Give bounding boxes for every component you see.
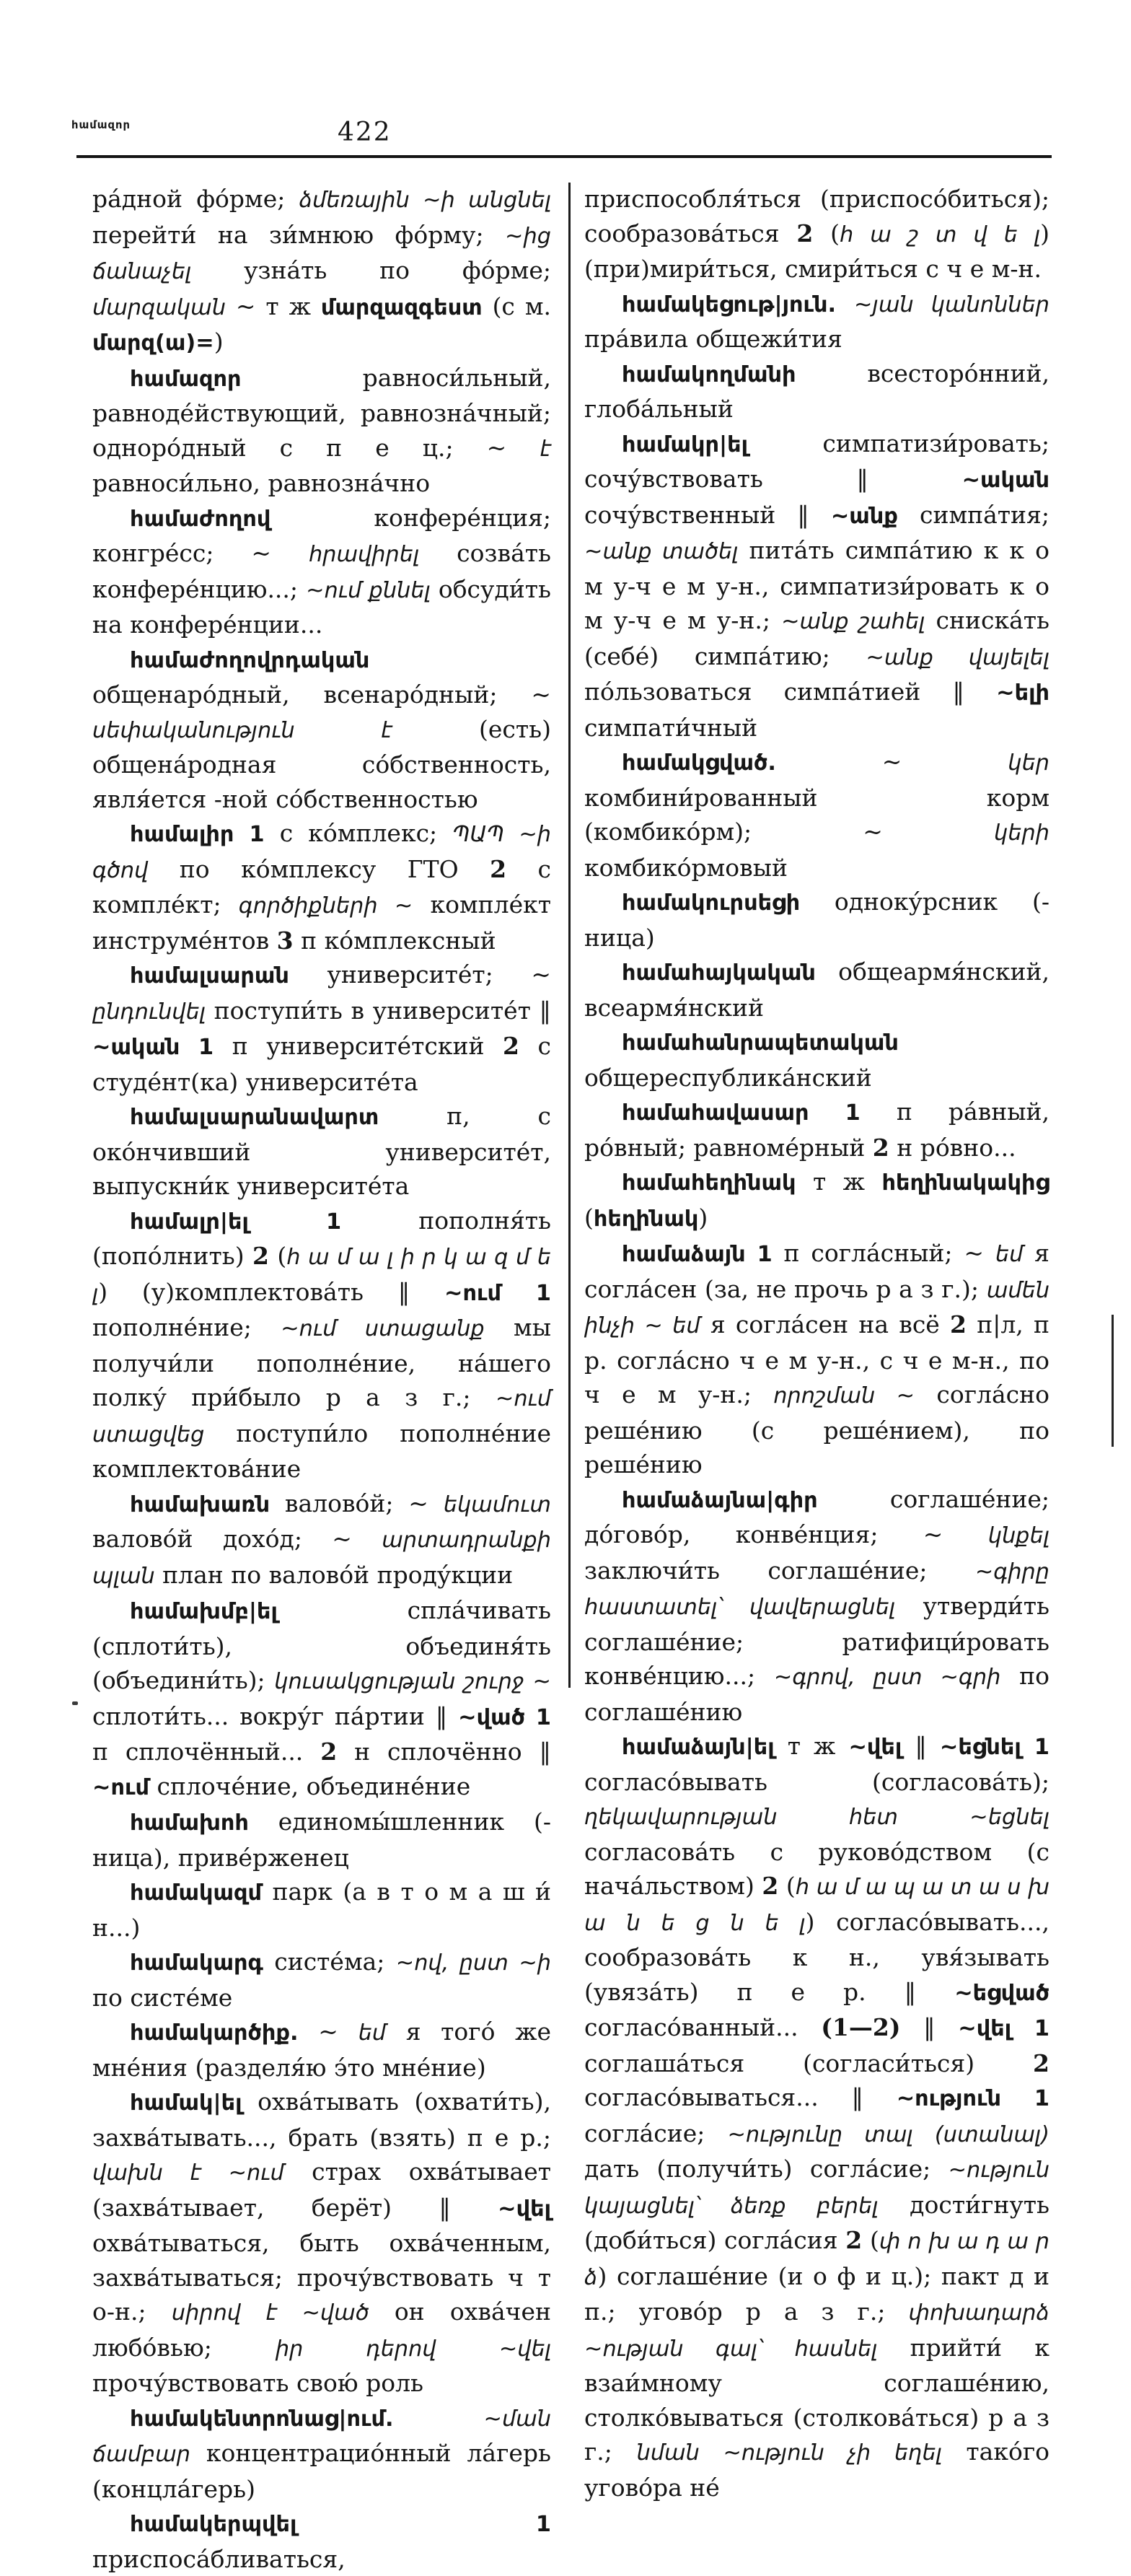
bold-run: ~ելի bbox=[996, 680, 1049, 706]
text-run: поступи́ло пополне́ние комплектова́ние bbox=[92, 1419, 551, 1483]
armenian-example-run: ~ում ստացանք bbox=[281, 1316, 485, 1341]
scan-edge-artifact bbox=[1112, 1315, 1114, 1447]
text-run: концентрацио́нный ла́герь (концла́герь) bbox=[92, 2439, 551, 2503]
text-run: мы получи́ли пополне́ние, на́шего полку́ при́было р а з г.; bbox=[92, 1313, 551, 1411]
text-run: ‖ bbox=[902, 1732, 940, 1760]
dictionary-entry bbox=[584, 1236, 1049, 1482]
text-run: обсуди́ть на конфере́нции... bbox=[92, 574, 551, 639]
text-run: я того́ же мне́ния (разделя́ю э́то мне́ние) bbox=[92, 2018, 551, 2082]
text-run bbox=[836, 289, 854, 317]
text-run: охва́тывать (охвати́ть), захва́тывать..., брать (взять) п е р.; bbox=[92, 2087, 551, 2152]
text-run: т ж bbox=[774, 1732, 849, 1760]
armenian-example-run: է bbox=[540, 436, 551, 462]
armenian-example-run: ՊԱՊ ~ի գծով bbox=[92, 822, 552, 883]
text-run: парк (а в т о м а ш и́ н...) bbox=[92, 1878, 551, 1942]
text-run: перейти́ на зи́мнюю фо́рму; bbox=[92, 220, 506, 249]
text-run: п ра́вный, ро́вный; равноме́рный bbox=[584, 1098, 1049, 1162]
text-run: сочу́вственный ‖ bbox=[584, 500, 831, 529]
bold-run: ~ական bbox=[961, 468, 1049, 493]
dictionary-entry bbox=[92, 2015, 551, 2085]
header-page-number: 422 bbox=[338, 118, 392, 147]
armenian-example-run: հ ա շ տ վ ե լ bbox=[840, 222, 1041, 247]
text-run: общеармя́нский, всеармя́нский bbox=[584, 958, 1049, 1022]
entry-headword: համահեղինակ bbox=[622, 1170, 796, 1196]
text-run: тако́го угово́ра не́ bbox=[584, 2437, 1049, 2502]
dictionary-entry bbox=[584, 356, 1049, 426]
text-run: общереспублика́нский bbox=[584, 1063, 872, 1092]
armenian-example-run: եկամուտ bbox=[443, 1491, 551, 1517]
text-run: согласо́вываться... ‖ bbox=[584, 2083, 897, 2111]
right-column bbox=[584, 182, 1049, 2505]
text-run: п сплочённый... bbox=[92, 1738, 321, 1766]
text-run: страх охва́тывает (захва́тывает, берёт) ‖ bbox=[92, 2157, 551, 2222]
armenian-example-run: ձմեռային ~ի անցնել bbox=[299, 188, 551, 213]
dictionary-entry bbox=[92, 2085, 551, 2401]
text-run: университе́т; ~ bbox=[289, 960, 551, 989]
text-run: ( bbox=[584, 1203, 594, 1232]
text-run: равноси́льный, равноде́йствующий, равнозна́чный; одноро́дный с п е ц.; ~ bbox=[92, 363, 551, 462]
dictionary-entry bbox=[92, 501, 551, 642]
armenian-example-run: կուսակցության շուրջ ~ bbox=[274, 1669, 551, 1694]
dictionary-entry bbox=[92, 958, 551, 1099]
armenian-example-run: ընդունվել bbox=[92, 999, 206, 1025]
dictionary-entry bbox=[584, 1729, 1049, 2505]
armenian-example-run: ~ում քննել bbox=[306, 577, 431, 603]
dictionary-entry bbox=[584, 1095, 1049, 1165]
entry-headword: համաժողովրդական bbox=[130, 647, 370, 673]
entry-headword: համաձայն 1 bbox=[622, 1242, 773, 1267]
header-rule bbox=[76, 155, 1052, 158]
text-run: п, с око́нчивший университе́т, выпускни́к университе́та bbox=[92, 1102, 551, 1200]
entry-headword: համակերպվել 1 bbox=[130, 2512, 551, 2537]
text-run: ( bbox=[269, 1242, 287, 1270]
text-run: сниска́ть (себе́) симпа́тию; bbox=[584, 606, 1049, 670]
text-run: поступи́ть в университе́т ‖ bbox=[206, 996, 551, 1025]
armenian-example-run: ղեկավարության հետ ~եցնել bbox=[584, 1805, 1049, 1830]
armenian-example-run: կնքել bbox=[987, 1523, 1049, 1548]
bold-run: ~անք bbox=[830, 503, 898, 529]
text-run: ) (при)мири́ться, смири́ться с ч е м-н. bbox=[584, 219, 1049, 283]
entry-headword: համախառն bbox=[130, 1491, 270, 1517]
entry-headword: համաձայն|ել bbox=[622, 1735, 775, 1760]
text-run: сплоче́ние, объедине́ние bbox=[149, 1771, 471, 1800]
bold-run: ~եցված bbox=[954, 1980, 1049, 2006]
text-run: комбико́рмовый bbox=[584, 853, 788, 882]
text-run: общенаро́дный, всенаро́дный; ~ bbox=[92, 680, 551, 709]
dictionary-entry bbox=[92, 1204, 551, 1486]
dictionary-entry bbox=[584, 426, 1049, 745]
armenian-example-run: ~յան կանոններ bbox=[853, 292, 1049, 317]
text-run: я согла́сен на всё bbox=[700, 1310, 951, 1339]
bold-run: ~ված 1 bbox=[458, 1704, 552, 1730]
text-run: по систе́ме bbox=[92, 1983, 233, 2012]
armenian-example-run: փոխադարձ ~ության գալ՝ հասնել bbox=[584, 2300, 1049, 2362]
text-run: п ко́мплексный bbox=[293, 926, 496, 955]
entry-headword: համախոհ bbox=[130, 1810, 249, 1836]
header-guide-word: համազոր bbox=[71, 119, 131, 131]
entry-headword: համակուրսեցի bbox=[622, 890, 801, 916]
text-run: ~ bbox=[298, 2018, 358, 2046]
armenian-example-run: ~ում ստացվեց bbox=[92, 1386, 551, 1447]
entry-headword: համահանրապետական bbox=[622, 1030, 899, 1056]
armenian-example-run: արտադրանքի պլան bbox=[92, 1528, 551, 1589]
bold-run: ~վել bbox=[498, 2196, 551, 2222]
bold-run: 3 bbox=[276, 926, 294, 955]
armenian-example-run: ~գրով, ըստ ~գրի bbox=[773, 1665, 1001, 1690]
text-run: конфере́нция; конгре́сс; ~ bbox=[92, 503, 551, 567]
dictionary-entry bbox=[584, 1025, 1049, 1095]
text-run: ~ bbox=[775, 748, 1008, 776]
bold-run: 2 bbox=[490, 854, 507, 883]
armenian-example-run: ~ություն կայացնել՝ ձեռք բերել bbox=[584, 2157, 1049, 2219]
text-run: единомы́шленник (-ница), приве́рженец bbox=[92, 1808, 551, 1872]
armenian-example-run: եմ bbox=[358, 2020, 387, 2046]
text-run: по соглаше́нию bbox=[584, 1662, 1049, 1726]
entry-headword: համակողմանի bbox=[622, 362, 796, 387]
bold-run: մարզ(ա)= bbox=[92, 330, 214, 356]
dictionary-entry bbox=[584, 745, 1049, 885]
text-run: пополне́ние; bbox=[92, 1313, 281, 1341]
text-run: симпа́тия; bbox=[897, 500, 1049, 529]
text-run: с компле́кт; bbox=[92, 854, 551, 919]
text-run: ра́дной фо́рме; bbox=[92, 185, 299, 213]
text-run: приспособля́ться (приспосо́биться); сообразова́ться bbox=[584, 185, 1049, 247]
text-run: ( bbox=[862, 2226, 879, 2254]
text-run: систе́ма; bbox=[263, 1948, 396, 1976]
text-run: т ж bbox=[796, 1167, 882, 1196]
armenian-example-run: վախն է ~ում bbox=[92, 2160, 284, 2186]
text-run: комбини́рованный корм (комбико́рм); ~ bbox=[584, 783, 1049, 846]
text-run: симпати́чный bbox=[584, 713, 758, 742]
text-run: согласо́вывать (согласова́ть); bbox=[584, 1767, 1049, 1796]
armenian-example-run: ~ով, ըստ ~ի bbox=[395, 1950, 552, 1976]
armenian-example-run: հ ա մ ա պ ա տ ա ս խ ա ն ե ց ն ե լ bbox=[584, 1875, 1049, 1936]
text-run: я согла́сен (за, не прочь р а з г.); bbox=[584, 1239, 1049, 1303]
text-run: ~ т ж bbox=[225, 292, 321, 320]
entry-headword: համալսարանավարտ bbox=[130, 1105, 379, 1130]
bold-run: հեղինակակից bbox=[881, 1170, 1049, 1196]
text-run: согласова́ть с руково́дством (с нача́льством) bbox=[584, 1837, 1049, 1900]
text-run: ) bbox=[214, 328, 224, 356]
entry-headword: համաձայնա|գիր bbox=[622, 1487, 818, 1513]
armenian-example-run: կեր bbox=[1008, 750, 1049, 776]
text-run: одноку́рсник (-ница) bbox=[584, 888, 1049, 952]
entry-headword: համակեցութ|յուն. bbox=[622, 292, 837, 317]
text-run: по ко́мплексу ГТО bbox=[148, 854, 490, 883]
text-run: сплоти́ть... вокру́г па́ртии ‖ bbox=[92, 1701, 459, 1730]
left-column bbox=[92, 182, 551, 2576]
armenian-example-run: իր դերով ~վել bbox=[275, 2336, 551, 2362]
text-run: спла́чивать (сплоти́ть), объединя́ть (объедини́ть); bbox=[92, 1596, 551, 1694]
text-run: н сплочённо ‖ bbox=[337, 1738, 551, 1766]
entry-headword: համազոր bbox=[130, 366, 242, 392]
column-divider bbox=[568, 183, 571, 1688]
entry-headword: համակցված. bbox=[622, 750, 776, 776]
text-run: соглаше́ние; до́гово́р, конве́нция; ~ bbox=[584, 1484, 1049, 1548]
armenian-example-run: նման ~ություն չի եղել bbox=[636, 2440, 942, 2466]
bold-run: ~վել bbox=[848, 1735, 902, 1760]
armenian-example-run: ~ման ճամբար bbox=[92, 2406, 551, 2467]
scan-speck-artifact bbox=[72, 1701, 78, 1705]
text-run: охва́тываться, быть охва́ченным, захва́тываться; прочу́вствовать ч т о-н.; bbox=[92, 2229, 551, 2326]
bold-run: 2 bbox=[950, 1310, 967, 1339]
entry-headword: համալր|ել 1 bbox=[130, 1209, 342, 1235]
text-run: план по валово́й проду́кции bbox=[154, 1560, 514, 1589]
armenian-example-run: կերի bbox=[994, 820, 1049, 846]
entry-headword: համաժողով bbox=[130, 506, 271, 532]
dictionary-entry bbox=[584, 286, 1049, 356]
text-run: согласо́ванный... bbox=[584, 2013, 822, 2041]
text-run: н ро́вно... bbox=[889, 1133, 1016, 1162]
entry-headword: համակարծիք. bbox=[130, 2020, 299, 2046]
bold-run: ~ական 1 bbox=[92, 1035, 214, 1060]
bold-run: մարզազգեստ bbox=[320, 294, 483, 320]
text-run: ) bbox=[698, 1203, 708, 1232]
armenian-example-run: ~անք տածել bbox=[584, 539, 739, 564]
text-run: с ко́мплекс; bbox=[264, 819, 453, 847]
bold-run: ~ություն 1 bbox=[896, 2086, 1049, 2111]
armenian-example-run: սիրով է ~ված bbox=[171, 2300, 369, 2326]
text-run: равноси́льно, равнозна́чно bbox=[92, 469, 431, 497]
bold-run: հեղինակ bbox=[593, 1206, 699, 1232]
dictionary-entry bbox=[92, 816, 551, 958]
text-run: соглаша́ться (согласи́ться) bbox=[584, 2049, 1034, 2077]
dictionary-entry bbox=[92, 642, 551, 817]
text-run: он охва́чен любо́вью; bbox=[92, 2297, 551, 2362]
dictionary-entry bbox=[92, 1805, 551, 1875]
text-run: ( bbox=[813, 219, 840, 247]
text-run: ) (у)комплектова́ть ‖ bbox=[98, 1277, 444, 1306]
text-run bbox=[394, 2404, 484, 2432]
armenian-example-run: ~ից ճանաչել bbox=[92, 223, 551, 284]
entry-headword: համալիր 1 bbox=[130, 822, 265, 847]
dictionary-entry bbox=[584, 885, 1049, 955]
dictionary-entry bbox=[584, 955, 1049, 1025]
dictionary-entry bbox=[92, 2401, 551, 2507]
dictionary-entry bbox=[92, 1593, 551, 1805]
bold-run: 2 bbox=[796, 219, 814, 247]
armenian-example-run: ~ությունը տալ (ստանալ) bbox=[727, 2121, 1050, 2147]
text-run: п университе́тский bbox=[214, 1032, 503, 1060]
text-run: созва́ть конфере́нцию...; bbox=[92, 539, 551, 603]
text-run: узна́ть по фо́рме; bbox=[191, 256, 551, 284]
text-run: прийти́ к взаи́мному соглаше́нию, столко́вываться (столкова́ться) р а з г.; bbox=[584, 2333, 1049, 2466]
armenian-example-run: որոշման ~ bbox=[773, 1383, 915, 1409]
entry-headword: համակր|ել bbox=[622, 431, 748, 457]
text-run: ( bbox=[778, 1872, 796, 1900]
text-run: (с м. bbox=[482, 292, 551, 320]
dictionary-entry bbox=[584, 1482, 1049, 1730]
armenian-example-run: մարզական bbox=[92, 294, 226, 320]
armenian-example-run: հ ա մ ա լ ի ր կ ա զ մ ե լ bbox=[92, 1245, 551, 1306]
text-run: ) согласо́вывать..., сообразова́ть к н., увя́зывать (увяза́ть) п е р. ‖ bbox=[584, 1907, 1049, 2006]
text-run: по́льзоваться симпа́тией ‖ bbox=[584, 678, 997, 706]
armenian-example-run: գործիքների ~ bbox=[238, 893, 413, 919]
dictionary-entry bbox=[92, 2506, 551, 2576]
armenian-example-run: ~անք վայելել bbox=[866, 644, 1049, 670]
text-run: всесторо́нний, глоба́льный bbox=[584, 359, 1049, 423]
text-run: прочу́вствовать свою́ роль bbox=[92, 2369, 424, 2397]
text-run: (есть) общена́родная со́бственность, явля́ется -ной со́бственностью bbox=[92, 714, 551, 813]
continuation-paragraph bbox=[584, 182, 1049, 286]
bold-run: ~ում bbox=[92, 1774, 149, 1800]
bold-run: 2 bbox=[320, 1738, 338, 1766]
bold-run: 2 bbox=[503, 1032, 519, 1060]
text-run: компле́кт инструме́нтов bbox=[92, 890, 551, 955]
dictionary-entry bbox=[92, 1099, 551, 1204]
text-run: согла́сие; bbox=[584, 2119, 728, 2147]
text-run: ) соглаше́ние (и о ф и ц.); пакт д и п.; угово́р р а з г.; bbox=[584, 2261, 1049, 2326]
text-run: валово́й; ~ bbox=[270, 1489, 444, 1517]
text-run: приспоса́бливаться, bbox=[92, 2544, 346, 2573]
text-run: пополня́ть (попо́лнить) bbox=[92, 1206, 551, 1270]
dictionary-entry bbox=[92, 1945, 551, 2015]
entry-headword: համակարգ bbox=[130, 1950, 263, 1976]
armenian-example-run: սեփականություն է bbox=[92, 717, 392, 743]
text-run: ‖ bbox=[900, 2013, 959, 2041]
entry-headword: համակազմ bbox=[130, 1880, 263, 1906]
bold-run: 2 bbox=[762, 1872, 779, 1900]
text-run: утверди́ть соглаше́ние; ратифици́ровать конве́нцию...; bbox=[584, 1592, 1049, 1690]
bold-run: ~եցնել 1 bbox=[939, 1735, 1049, 1760]
bold-run: 2 bbox=[845, 2226, 863, 2254]
text-run: п|л, п р. согла́сно ч е м у-н., с ч е м-н., по ч е м у-н.; bbox=[584, 1310, 1049, 1409]
text-run: пра́вила общежи́тия bbox=[584, 325, 842, 353]
dictionary-entry bbox=[584, 1165, 1049, 1236]
armenian-example-run: ~անք շահել bbox=[781, 609, 925, 634]
bold-run: 2 bbox=[252, 1242, 269, 1270]
armenian-example-run: եմ bbox=[995, 1242, 1024, 1267]
dictionary-entry bbox=[92, 361, 551, 501]
entry-headword: համալսարան bbox=[130, 963, 289, 989]
entry-headword: համահավասար 1 bbox=[622, 1100, 861, 1126]
bold-run: ~վել 1 bbox=[958, 2016, 1049, 2041]
continuation-paragraph bbox=[92, 182, 551, 361]
dictionary-entry bbox=[92, 1875, 551, 1945]
entry-headword: համախմբ|ել bbox=[130, 1599, 278, 1624]
text-run: дать (получи́ть) согла́сие; bbox=[584, 2155, 949, 2183]
armenian-example-run: ~գիրը հաստատել՝ վավերացնել bbox=[584, 1559, 1049, 1620]
bold-run: (1—2) bbox=[821, 2013, 901, 2041]
entry-headword: համակ|ել bbox=[130, 2090, 242, 2116]
text-run: дости́гнуть (доби́ться) согла́сия bbox=[584, 2190, 1049, 2254]
text-run: валово́й дохо́д; ~ bbox=[92, 1525, 382, 1553]
text-run: заключи́ть соглаше́ние; bbox=[584, 1556, 975, 1585]
bold-run: ~ում 1 bbox=[444, 1280, 551, 1306]
entry-headword: համակենտրոնաց|ում. bbox=[130, 2406, 394, 2432]
dictionary-entry bbox=[92, 1486, 551, 1594]
text-run: пита́ть симпа́тию к к о м у-ч е м у-н., симпатизи́ровать к о м у-ч е м у-н.; bbox=[584, 536, 1049, 634]
armenian-example-run: հրավիրել bbox=[308, 542, 420, 567]
armenian-example-run: ամեն ինչի ~ եմ bbox=[584, 1277, 1049, 1339]
armenian-example-run: փ ո խ ա դ ա ր ձ bbox=[584, 2229, 1049, 2290]
text-run: согла́сно реше́нию (с реше́нием), по реше́нию bbox=[584, 1380, 1049, 1478]
text-run: симпатизи́ровать; сочу́вствовать ‖ bbox=[584, 429, 1049, 493]
bold-run: 2 bbox=[872, 1133, 889, 1162]
entry-headword: համահայկական bbox=[622, 960, 816, 986]
bold-run: 2 bbox=[1033, 2049, 1049, 2077]
text-run: с студе́нт(ка) университе́та bbox=[92, 1032, 551, 1096]
text-run: п согла́сный; ~ bbox=[772, 1239, 995, 1267]
